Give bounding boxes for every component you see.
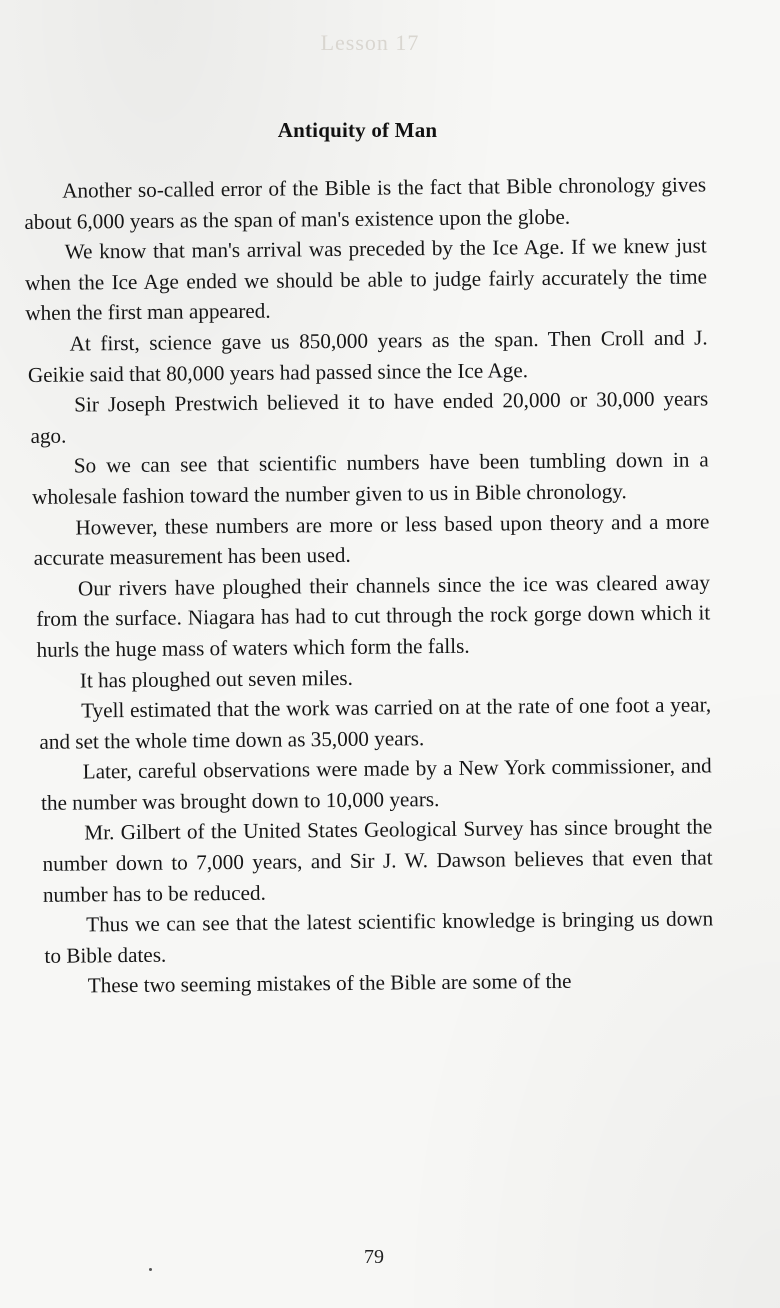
paragraph-12: Thus we can see that the latest scientific knowledge is bringing us down to Bible dates. — [44, 906, 714, 968]
paragraph-4: Sir Joseph Prestwich believed it to have ended 20,000 or 30,000 years ago. — [30, 386, 709, 448]
body-text — [24, 169, 714, 1002]
paragraph-10: Later, careful observations were made by a New York commissioner, and the number was brought down to 10,000 years. — [40, 753, 712, 815]
paragraph-11: Mr. Gilbert of the United States Geological Survey has since brought the number down to 7,000 years, and Sir J. W. Dawson believes that even that number has to be reduced. — [42, 814, 713, 907]
page-number: 79 — [364, 1246, 384, 1268]
paragraph-9: Tyell estimated that the work was carried on at the rate of one foot a year, and set the whole time down as 35,000 years. — [39, 692, 712, 754]
print-speck — [149, 1268, 152, 1271]
paragraph-6: However, these numbers are more or less based upon theory and a more accurate measurement has been used. — [33, 508, 710, 571]
paragraph-2: We know that man's arrival was preceded by the Ice Age. If we knew just when the Ice Age ended we should be able to judge fairly accurately the time when the first man appeared. — [24, 233, 708, 326]
bleed-through-header: Lesson 17 — [320, 30, 420, 55]
paragraph-5: So we can see that scientific numbers have been tumbling down in a wholesale fashion toward the number given to us in Bible chronology. — [31, 447, 709, 509]
paragraph-7: Our rivers have ploughed their channels since the ice was cleared away from the surface. Niagara has had to cut through the rock gorge down which it hurls the huge mass of waters which form the falls. — [36, 570, 711, 662]
paragraph-1: Another so-called error of the Bible is the fact that Bible chronology gives about 6,000 years as the span of man's existence upon the globe. — [24, 172, 707, 234]
page-title: Antiquity of Man — [277, 118, 438, 142]
paragraph-3: At first, science gave us 850,000 years as the span. Then Croll and J. Geikie said that 80,000 years had passed since the Ice Age. — [27, 325, 708, 387]
paragraph-13: These two seeming mistakes of the Bible are some of the — [87, 969, 572, 998]
paragraph-8: It has ploughed out seven miles. — [79, 665, 353, 692]
